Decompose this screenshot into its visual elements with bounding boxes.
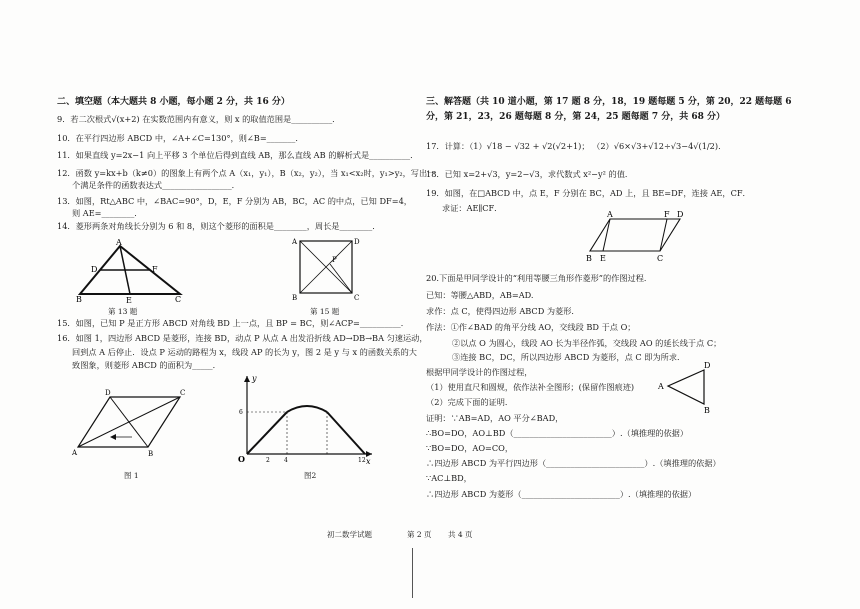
question-20: 20.下面是甲同学设计的“利用等腰三角形作菱形”的作图过程．	[426, 273, 653, 283]
question-12-line2: 个满足条件的函数表达式_________________．	[72, 180, 240, 190]
question-11: 11．如果直线 y=2x−1 向上平移 3 个单位后得到直线 AB，那么直线 AB 的解析式是__________．	[57, 150, 419, 160]
section-title-answers-1: 三、解答题（共 10 道小题，第 17 题 8 分，18，19 题每题 5 分，第 20，22 题每题 6	[426, 97, 792, 107]
ask-text: 求作：点 C，使得四边形 ABCD 为菱形．	[426, 306, 580, 316]
svg-text:A: A	[607, 210, 613, 219]
footer-total: 共 4 页	[448, 530, 473, 539]
caption-figure-13: 第 13 题	[108, 307, 138, 316]
svg-text:D: D	[105, 389, 111, 397]
fold-mark	[412, 548, 413, 598]
svg-text:D: D	[704, 361, 711, 370]
svg-text:12: 12	[358, 457, 366, 464]
svg-text:B: B	[704, 406, 710, 415]
svg-text:P: P	[332, 256, 337, 264]
question-14: 14．菱形两条对角线长分别为 6 和 8，则这个菱形的面积是________，周长是________．	[57, 221, 381, 231]
svg-text:2: 2	[266, 457, 270, 464]
svg-text:F: F	[152, 265, 158, 274]
question-13-line2: 则 AE=________．	[72, 208, 143, 218]
method-step-1: 作法：①作∠BAD 的角平分线 AO，交线段 BD 于点 O；	[426, 322, 636, 332]
svg-text:B: B	[586, 254, 592, 263]
proof-line-2: ∵BO=DO，AO=CO，	[426, 443, 514, 453]
svg-text:F: F	[664, 210, 670, 219]
svg-text:B: B	[76, 295, 82, 304]
svg-text:D: D	[91, 265, 98, 274]
figure-15-square	[292, 234, 362, 304]
svg-text:E: E	[126, 296, 132, 305]
svg-text:C: C	[354, 294, 360, 302]
svg-text:O: O	[238, 454, 245, 464]
section-title-answers-2: 分，第 21，23，26 题每题 8 分，第 24，25 题每题 7 分，共 68 分）	[426, 112, 726, 122]
proof-line-5: ∴四边形 ABCD 为菱形（________________________）.（填推理的依据）	[426, 489, 697, 499]
svg-text:B: B	[292, 294, 298, 302]
svg-text:4: 4	[284, 457, 288, 464]
figure-13-triangle	[72, 236, 192, 306]
svg-text:C: C	[175, 295, 182, 304]
question-17: 17．计算：（1）√18 − √32 + √2(√2+1)； （2）√6×√3+√12÷√3−4√(1/2)．	[426, 141, 727, 151]
question-19-prove: 求证：AE∥CF．	[442, 203, 503, 213]
question-13-line1: 13．如图，Rt△ABC 中，∠BAC=90°，D，E，F 分别为 AB，BC，AC 的中点，已知 DF=4，	[57, 196, 412, 206]
svg-text:A: A	[116, 238, 122, 247]
section-title-fill-in: 二、填空题（本大题共 8 小题，每小题 2 分，共 16 分）	[57, 97, 290, 107]
svg-text:B: B	[148, 450, 154, 458]
caption-figure-15: 第 15 题	[310, 307, 340, 316]
svg-text:C: C	[180, 389, 186, 397]
part-2: （2）完成下面的证明．	[426, 397, 514, 407]
proof-line-4: ∵AC⊥BD，	[426, 473, 472, 483]
method-step-2: ②以点 O 为圆心，线段 AO 长为半径作弧，交线段 AO 的延长线于点 C；	[452, 338, 722, 348]
footer-subject: 初二数学试题	[327, 530, 372, 539]
question-16-line1: 16．如图 1，四边形 ABCD 是菱形，连接 BD，动点 P 从点 A 出发沿折线 AD→DB→BA 匀速运动，	[57, 333, 428, 343]
footer-page: 第 2 页	[407, 530, 432, 539]
guide-text: 根据甲同学设计的作图过程，	[426, 367, 533, 377]
caption-figure-2: 图2	[304, 471, 317, 480]
svg-text:A: A	[658, 382, 664, 391]
svg-text:y: y	[252, 374, 257, 383]
known-text: 已知：等腰△ABD，AB=AD.	[426, 290, 534, 300]
svg-text:D: D	[354, 238, 360, 246]
proof-line-3: ∴四边形 ABCD 为平行四边形（________________________）.（填推理的依据）	[426, 458, 721, 468]
figure-1-rhombus	[70, 385, 190, 460]
question-19: 19．如图，在□ABCD 中，点 E，F 分别在 BC，AD 上，且 BE=DF，连接 AE，CF．	[426, 188, 751, 198]
svg-text:6: 6	[239, 409, 243, 416]
question-15: 15．如图，已知 P 是正方形 ABCD 对角线 BD 上一点，且 BP = BC，则∠ACP=__________．	[57, 318, 409, 328]
method-step-3: ③连接 BC，DC，所以四边形 ABCD 为菱形，点 C 即为所求．	[452, 352, 686, 362]
question-18: 18．已知 x=2+√3，y=2−√3，求代数式 x²−y² 的值．	[426, 169, 634, 179]
question-16-line2: 回到点 A 后停止．设点 P 运动的路程为 x，线段 AP 的长为 y，图 2 是 y 与 x 的函数关系的大	[72, 347, 417, 357]
caption-figure-1: 图 1	[124, 471, 139, 480]
svg-text:A: A	[292, 238, 298, 246]
proof-line-1: ∴BO=DO，AO⊥BD（________________________）.（填推理的依据）	[426, 428, 689, 438]
proof-line-0: 证明：∵AB=AD，AO 平分∠BAD，	[426, 413, 564, 423]
figure-20-triangle	[654, 360, 724, 415]
question-10: 10．在平行四边形 ABCD 中，∠A+∠C=130°，则∠B=_______．	[57, 133, 304, 143]
question-16-line3: 致图象，则菱形 ABCD 的面积为_____．	[72, 360, 221, 370]
question-12-line1: 12．函数 y=kx+b（k≠0）的图象上有两个点 A（x₁，y₁），B（x₂，y₂），当 x₁<x₂时，y₁>y₂，写出一	[57, 168, 436, 178]
svg-text:E: E	[600, 254, 606, 263]
figure-2-graph	[232, 372, 377, 464]
svg-text:x: x	[366, 457, 371, 464]
svg-text:D: D	[677, 210, 684, 219]
question-9: 9．若二次根式√(x+2) 在实数范围内有意义，则 x 的取值范围是__________．	[57, 114, 341, 124]
svg-text:C: C	[657, 254, 664, 263]
svg-text:A: A	[72, 449, 78, 457]
figure-19-parallelogram	[585, 207, 690, 267]
part-1: （1）使用直尺和圆规，依作法补全图形；(保留作图痕迹)	[426, 382, 635, 392]
